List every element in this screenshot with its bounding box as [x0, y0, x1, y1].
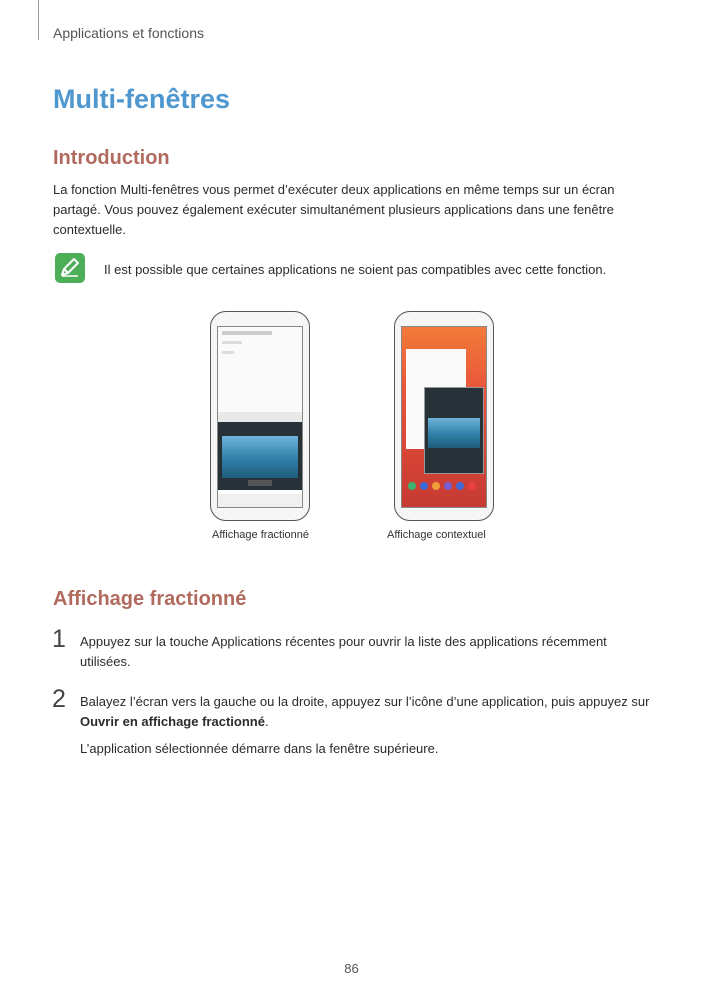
split-view-screen	[217, 326, 303, 508]
note-icon	[55, 253, 85, 283]
note-text: Il est possible que certaines applications ne soient pas compatibles avec cette fonction.	[104, 262, 607, 277]
split-section-heading: Affichage fractionné	[53, 588, 247, 610]
popup-window	[424, 387, 484, 474]
split-top-window	[218, 327, 302, 412]
step-2-text-before: Balayez l’écran vers la gauche ou la droite, appuyez sur l’icône d’une application, puis appuyez sur	[80, 694, 650, 709]
step-2-text-after: .	[264, 714, 269, 729]
step-1-number: 1	[52, 625, 66, 653]
popup-view-phone-illustration	[394, 311, 494, 521]
intro-heading: Introduction	[53, 147, 170, 169]
header-rule	[38, 0, 39, 40]
popup-view-screen	[401, 326, 487, 508]
intro-paragraph: La fonction Multi-fenêtres vous permet d’exécuter deux applications en même temps sur un écran partagé. Vous pouvez également exécuter simultanément plusieurs applications dans une fenêtre contextuelle.	[53, 182, 615, 237]
step-2-option-name: Ouvrir en affichage fractionné	[80, 714, 265, 729]
popup-app-dock	[408, 482, 480, 492]
step-1-text: Appuyez sur la touche Applications récentes pour ouvrir la liste des applications récemment utilisées.	[80, 634, 607, 669]
header-section-title: Applications et fonctions	[53, 25, 204, 41]
step-2-number: 2	[52, 685, 66, 713]
page-number: 86	[344, 961, 359, 976]
step-2-text	[80, 692, 650, 732]
page-title: Multi-fenêtres	[53, 84, 231, 114]
popup-view-caption: Affichage contextuel	[387, 529, 486, 541]
step-2-followup: L’application sélectionnée démarre dans la fenêtre supérieure.	[80, 741, 439, 756]
split-view-phone-illustration	[210, 311, 310, 521]
split-view-caption: Affichage fractionné	[212, 529, 310, 541]
split-bottom-video	[218, 422, 302, 490]
